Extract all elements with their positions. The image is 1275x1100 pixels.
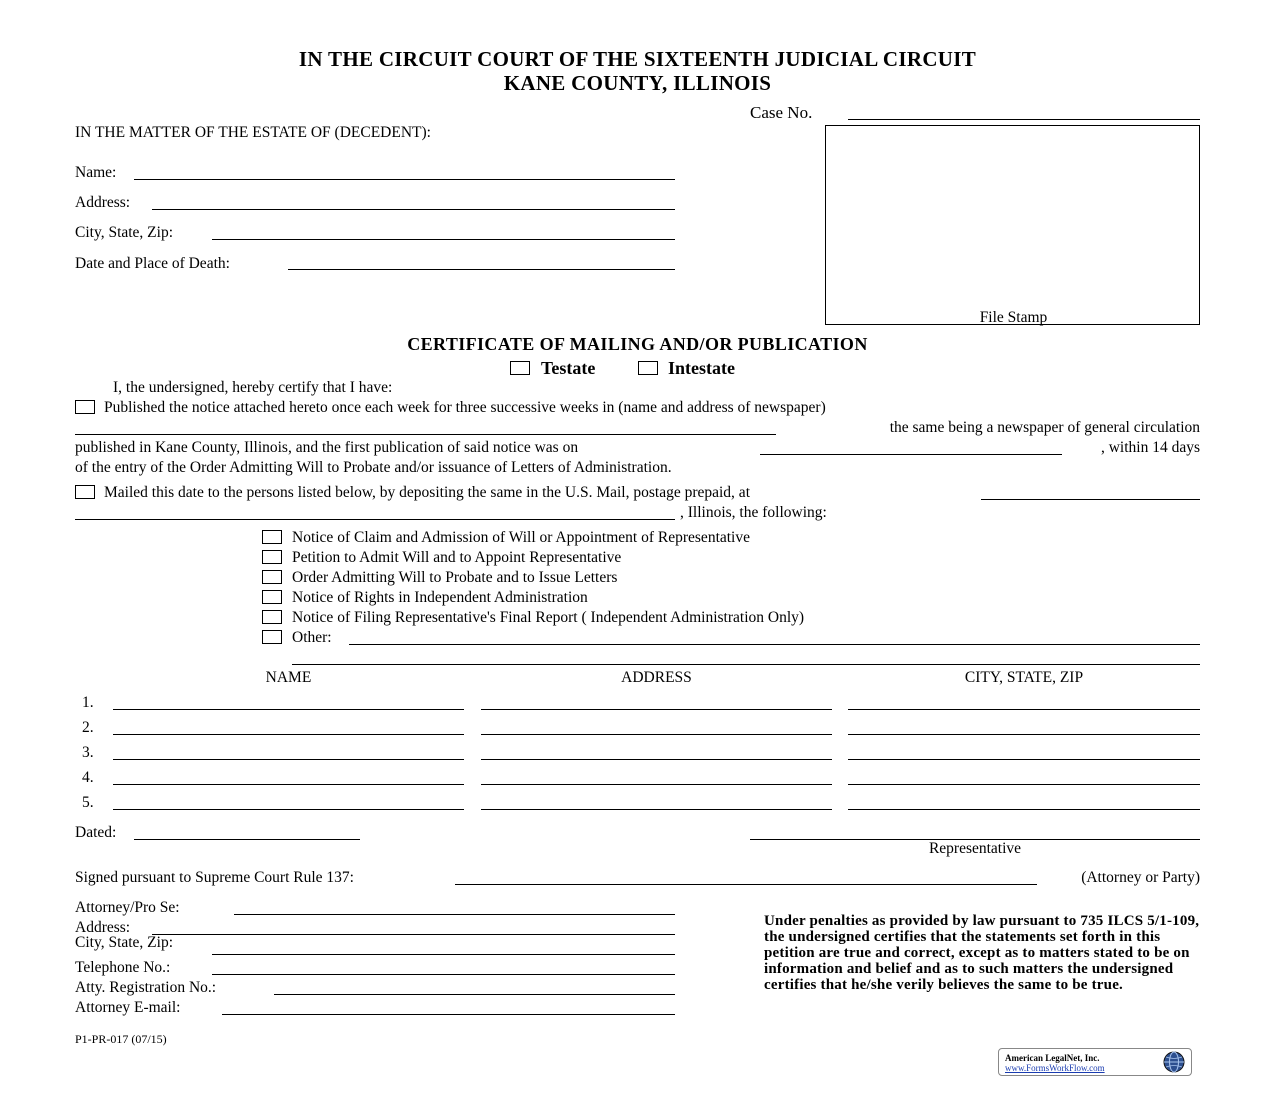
mailed-city-field-b[interactable] <box>75 519 675 520</box>
doc-checkbox-final-report[interactable] <box>262 610 282 624</box>
form-code: P1-PR-017 (07/15) <box>75 1032 167 1046</box>
globe-icon <box>1163 1051 1185 1073</box>
decedent-name-field[interactable] <box>134 179 675 180</box>
published-line-3-tail: , within 14 days <box>1100 439 1200 456</box>
attorney-email-field[interactable] <box>222 1014 675 1015</box>
recipient-name-field[interactable] <box>113 759 464 760</box>
recipient-city-field[interactable] <box>848 784 1200 785</box>
mailed-line-2: , Illinois, the following: <box>680 504 827 521</box>
attorney-email-label: Attorney E-mail: <box>75 999 181 1016</box>
doc-label-order: Order Admitting Will to Probate and to Issue Letters <box>292 569 618 586</box>
row-number: 5. <box>82 794 94 811</box>
recipient-address-field[interactable] <box>481 709 832 710</box>
doc-checkbox-other[interactable] <box>262 630 282 644</box>
attorney-pro-se-field[interactable] <box>234 914 675 915</box>
row-number: 2. <box>82 719 94 736</box>
decedent-city-label: City, State, Zip: <box>75 224 174 241</box>
row-number: 1. <box>82 694 94 711</box>
doc-label-other: Other: <box>292 629 332 646</box>
recipient-name-field[interactable] <box>113 734 464 735</box>
death-date-place-label: Date and Place of Death: <box>75 255 230 272</box>
mailed-city-field-a[interactable] <box>981 499 1200 500</box>
decedent-address-label: Address: <box>75 194 131 211</box>
attorney-or-party-label: (Attorney or Party) <box>1081 869 1200 886</box>
row-number: 3. <box>82 744 94 761</box>
county-heading: KANE COUNTY, ILLINOIS <box>503 71 772 95</box>
first-publication-date-field[interactable] <box>760 454 1062 455</box>
recipient-name-field[interactable] <box>113 809 464 810</box>
publisher-logo[interactable] <box>998 1048 1192 1076</box>
recipient-address-field[interactable] <box>481 809 832 810</box>
certify-intro: I, the undersigned, hereby certify that I have: <box>113 379 393 396</box>
attorney-address-field[interactable] <box>152 934 675 935</box>
newspaper-field[interactable] <box>75 434 776 435</box>
death-date-place-field[interactable] <box>288 269 675 270</box>
doc-label-rights: Notice of Rights in Independent Administration <box>292 589 588 606</box>
recipient-city-field[interactable] <box>848 809 1200 810</box>
recipient-city-field[interactable] <box>848 734 1200 735</box>
recipient-name-field[interactable] <box>113 784 464 785</box>
penalty-statement: Under penalties as provided by law pursuant to 735 ILCS 5/1-109, the undersigned certifies that the statements set forth in this petition are true and correct, except as to matters stated to be on information and belief and as to such matters the undersigned certifies that he/she verily believes the same to be true. <box>764 913 1200 993</box>
dated-field[interactable] <box>134 839 360 840</box>
testate-checkbox[interactable] <box>510 361 530 375</box>
published-line-1: Published the notice attached hereto once each week for three successive weeks in (name and address of newspaper) <box>104 399 826 416</box>
published-checkbox[interactable] <box>75 400 95 414</box>
doc-checkbox-order[interactable] <box>262 570 282 584</box>
testate-label: Testate <box>541 358 596 378</box>
intestate-checkbox[interactable] <box>638 361 658 375</box>
intestate-label: Intestate <box>668 358 735 378</box>
logo-website-link[interactable]: www.FormsWorkFlow.com <box>1005 1063 1105 1073</box>
attorney-registration-label: Atty. Registration No.: <box>75 979 217 996</box>
doc-label-final-report: Notice of Filing Representative's Final Report ( Independent Administration Only) <box>292 609 805 626</box>
doc-checkbox-claim[interactable] <box>262 530 282 544</box>
estate-heading: IN THE MATTER OF THE ESTATE OF (DECEDENT): <box>75 124 431 141</box>
representative-label: Representative <box>928 840 1022 857</box>
court-heading: IN THE CIRCUIT COURT OF THE SIXTEENTH JUDICIAL CIRCUIT <box>298 47 977 71</box>
file-stamp-box <box>825 125 1200 325</box>
recipient-address-field[interactable] <box>481 759 832 760</box>
recipient-city-field[interactable] <box>848 759 1200 760</box>
other-field-2[interactable] <box>292 664 1200 665</box>
other-field-1[interactable] <box>349 644 1200 645</box>
certificate-title: CERTIFICATE OF MAILING AND/OR PUBLICATION <box>407 334 868 354</box>
column-header-name: NAME <box>265 669 312 686</box>
mailed-checkbox[interactable] <box>75 485 95 499</box>
decedent-name-label: Name: <box>75 164 117 181</box>
attorney-pro-se-label: Attorney/Pro Se: <box>75 899 180 916</box>
column-header-address: ADDRESS <box>621 669 692 686</box>
logo-company-name: American LegalNet, Inc. <box>1005 1053 1100 1063</box>
attorney-registration-field[interactable] <box>274 994 675 995</box>
file-stamp-label: File Stamp <box>979 309 1048 326</box>
dated-label: Dated: <box>75 824 117 841</box>
recipient-city-field[interactable] <box>848 709 1200 710</box>
rule-137-signature-field[interactable] <box>455 884 1037 885</box>
column-header-city: CITY, STATE, ZIP <box>964 669 1084 686</box>
published-line-2: the same being a newspaper of general circulation <box>889 419 1200 436</box>
doc-checkbox-petition[interactable] <box>262 550 282 564</box>
doc-label-petition: Petition to Admit Will and to Appoint Representative <box>292 549 622 566</box>
recipient-address-field[interactable] <box>481 784 832 785</box>
mailed-line-1: Mailed this date to the persons listed below, by depositing the same in the U.S. Mail, postage prepaid, at <box>104 484 750 501</box>
attorney-phone-label: Telephone No.: <box>75 959 171 976</box>
recipient-address-field[interactable] <box>481 734 832 735</box>
doc-checkbox-rights[interactable] <box>262 590 282 604</box>
attorney-phone-field[interactable] <box>212 974 675 975</box>
attorney-city-field[interactable] <box>212 954 675 955</box>
row-number: 4. <box>82 769 94 786</box>
decedent-city-field[interactable] <box>212 239 675 240</box>
attorney-city-label: City, State, Zip: <box>75 934 174 951</box>
attorney-address-label: Address: <box>75 919 131 936</box>
rule-137-label: Signed pursuant to Supreme Court Rule 137: <box>75 869 354 886</box>
published-line-4: of the entry of the Order Admitting Will to Probate and/or issuance of Letters of Administration. <box>75 459 672 476</box>
recipient-name-field[interactable] <box>113 709 464 710</box>
published-line-3: published in Kane County, Illinois, and the first publication of said notice was on <box>75 439 579 456</box>
case-number-label: Case No. <box>750 103 813 122</box>
decedent-address-field[interactable] <box>152 209 675 210</box>
doc-label-claim: Notice of Claim and Admission of Will or Appointment of Representative <box>292 529 750 546</box>
case-number-field[interactable] <box>848 119 1200 120</box>
